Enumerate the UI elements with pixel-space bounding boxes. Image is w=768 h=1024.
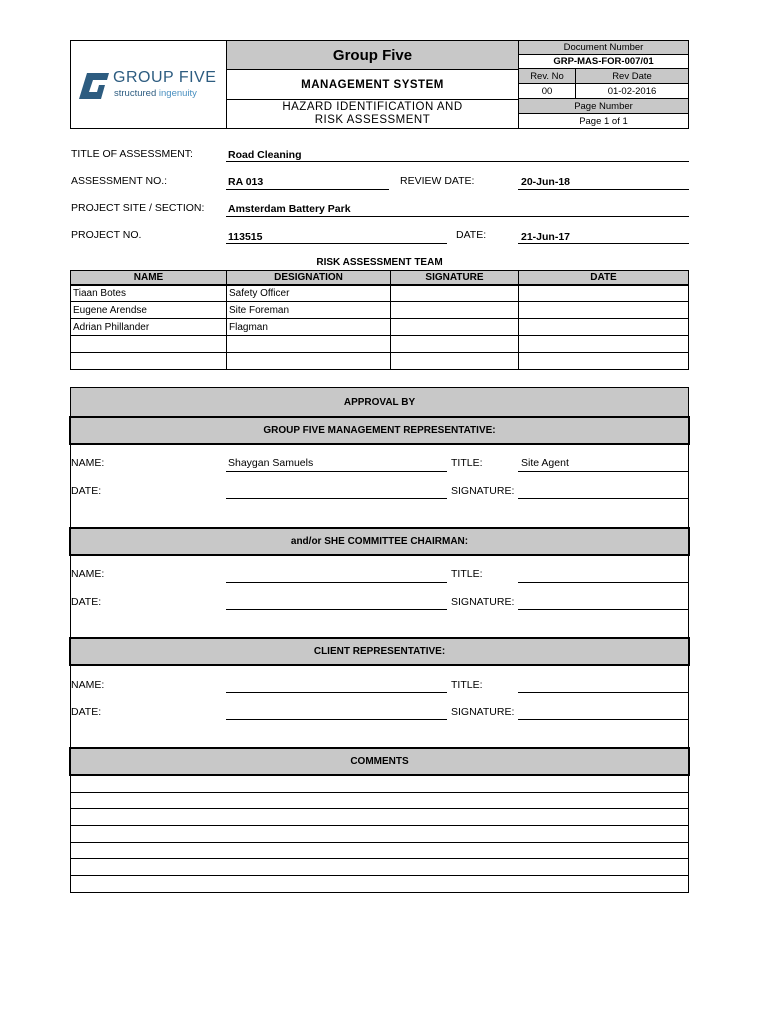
page-number: Page 1 of 1 bbox=[518, 113, 689, 129]
comment-line[interactable] bbox=[70, 858, 689, 876]
company-name: Group Five bbox=[226, 40, 519, 70]
comment-line[interactable] bbox=[70, 842, 689, 859]
client-signature-label: SIGNATURE: bbox=[451, 706, 515, 718]
team-row-designation[interactable] bbox=[226, 352, 391, 370]
rep-signature-label: SIGNATURE: bbox=[451, 485, 515, 497]
project-site-underline bbox=[226, 216, 689, 217]
team-row-date[interactable] bbox=[518, 352, 689, 370]
team-row-designation[interactable]: Flagman bbox=[226, 318, 391, 336]
client-signature-field[interactable] bbox=[518, 719, 689, 720]
assessment-no-underline bbox=[226, 189, 389, 190]
title-of-assessment-label: TITLE OF ASSESSMENT: bbox=[71, 148, 193, 160]
logo-tagline-2: ingenuity bbox=[158, 88, 197, 99]
comments-heading: COMMENTS bbox=[69, 747, 690, 776]
rev-date: 01-02-2016 bbox=[575, 83, 689, 99]
client-name-label: NAME: bbox=[71, 679, 105, 691]
date-underline bbox=[518, 243, 689, 244]
comment-line[interactable] bbox=[70, 875, 689, 893]
document-title: HAZARD IDENTIFICATION AND RISK ASSESSMENT bbox=[226, 99, 519, 129]
rev-no: 00 bbox=[518, 83, 576, 99]
she-name-underline bbox=[226, 582, 447, 583]
doc-number: GRP-MAS-FOR-007/01 bbox=[518, 54, 689, 69]
team-row-name[interactable] bbox=[70, 335, 227, 353]
logo-tagline-1: structured bbox=[114, 88, 157, 99]
project-site-value[interactable]: Amsterdam Battery Park bbox=[228, 203, 351, 215]
column-header-designation: DESIGNATION bbox=[226, 270, 391, 285]
team-row-name[interactable]: Eugene Arendse bbox=[70, 301, 227, 319]
client-date-field[interactable] bbox=[226, 719, 447, 720]
rep-signature-field[interactable] bbox=[518, 498, 689, 499]
project-no-value[interactable]: 113515 bbox=[228, 231, 263, 243]
project-site-label: PROJECT SITE / SECTION: bbox=[71, 202, 205, 214]
team-row-name[interactable]: Adrian Phillander bbox=[70, 318, 227, 336]
date-label: DATE: bbox=[456, 229, 487, 241]
approval-heading: APPROVAL BY bbox=[70, 387, 689, 417]
client-title-underline bbox=[518, 692, 689, 693]
team-row-name[interactable] bbox=[70, 352, 227, 370]
review-date-value[interactable]: 20-Jun-18 bbox=[521, 176, 571, 188]
title-of-assessment-value[interactable]: Road Cleaning bbox=[228, 149, 302, 161]
team-row-date[interactable] bbox=[518, 285, 689, 302]
team-row-signature[interactable] bbox=[390, 335, 519, 353]
review-date-underline bbox=[518, 189, 689, 190]
column-header-signature: SIGNATURE bbox=[390, 270, 519, 285]
rep-date-field[interactable] bbox=[226, 498, 447, 499]
group-five-logo-icon bbox=[77, 71, 111, 101]
team-row-signature[interactable] bbox=[390, 352, 519, 370]
rep-name-label: NAME: bbox=[71, 457, 105, 469]
project-no-underline bbox=[226, 243, 447, 244]
comment-line[interactable] bbox=[70, 825, 689, 843]
comment-line[interactable] bbox=[70, 792, 689, 809]
management-system: MANAGEMENT SYSTEM bbox=[226, 69, 519, 100]
rev-date-label: Rev Date bbox=[575, 68, 689, 84]
logo-name: GROUP FIVE bbox=[113, 69, 217, 86]
team-row-signature[interactable] bbox=[390, 318, 519, 336]
date-value[interactable]: 21-Jun-17 bbox=[521, 231, 571, 243]
she-signature-field[interactable] bbox=[518, 609, 689, 610]
team-heading: RISK ASSESSMENT TEAM bbox=[316, 257, 443, 268]
team-row-date[interactable] bbox=[518, 335, 689, 353]
column-header-date: DATE bbox=[518, 270, 689, 285]
rep-date-label: DATE: bbox=[71, 485, 102, 497]
assessment-no-value[interactable]: RA 013 bbox=[228, 176, 264, 188]
she-date-field[interactable] bbox=[226, 609, 447, 610]
team-row-signature[interactable] bbox=[390, 301, 519, 319]
team-row-designation[interactable]: Site Foreman bbox=[226, 301, 391, 319]
she-title-underline bbox=[518, 582, 689, 583]
client-rep-heading: CLIENT REPRESENTATIVE: bbox=[69, 637, 690, 666]
rep-title-label: TITLE: bbox=[451, 457, 483, 469]
client-date-label: DATE: bbox=[71, 706, 102, 718]
team-row-date[interactable] bbox=[518, 301, 689, 319]
team-row-designation[interactable]: Safety Officer bbox=[226, 285, 391, 302]
team-row-signature[interactable] bbox=[390, 285, 519, 302]
comment-line[interactable] bbox=[70, 808, 689, 826]
she-date-label: DATE: bbox=[71, 596, 102, 608]
rep-title-value[interactable]: Site Agent bbox=[521, 457, 569, 469]
rep-name-underline bbox=[226, 471, 447, 472]
review-date-label: REVIEW DATE: bbox=[400, 175, 475, 187]
doc-number-label: Document Number bbox=[518, 40, 689, 55]
logo-box bbox=[70, 40, 227, 129]
comment-line[interactable] bbox=[70, 775, 689, 793]
rep-name-value[interactable]: Shaygan Samuels bbox=[228, 457, 314, 469]
client-title-label: TITLE: bbox=[451, 679, 483, 691]
client-name-underline bbox=[226, 692, 447, 693]
she-chairman-heading: and/or SHE COMMITTEE CHAIRMAN: bbox=[69, 527, 690, 556]
project-no-label: PROJECT NO. bbox=[71, 229, 142, 241]
logo-tagline bbox=[114, 88, 197, 99]
she-name-label: NAME: bbox=[71, 568, 105, 580]
page-number-label: Page Number bbox=[518, 98, 689, 114]
rep-title-underline bbox=[518, 471, 689, 472]
she-signature-label: SIGNATURE: bbox=[451, 596, 515, 608]
column-header-name: NAME bbox=[70, 270, 227, 285]
rev-no-label: Rev. No bbox=[518, 68, 576, 84]
team-row-date[interactable] bbox=[518, 318, 689, 336]
title-underline bbox=[226, 161, 689, 162]
assessment-no-label: ASSESSMENT NO.: bbox=[71, 175, 168, 187]
team-row-name[interactable]: Tiaan Botes bbox=[70, 285, 227, 302]
team-row-designation[interactable] bbox=[226, 335, 391, 353]
group-five-rep-heading: GROUP FIVE MANAGEMENT REPRESENTATIVE: bbox=[69, 416, 690, 445]
she-title-label: TITLE: bbox=[451, 568, 483, 580]
